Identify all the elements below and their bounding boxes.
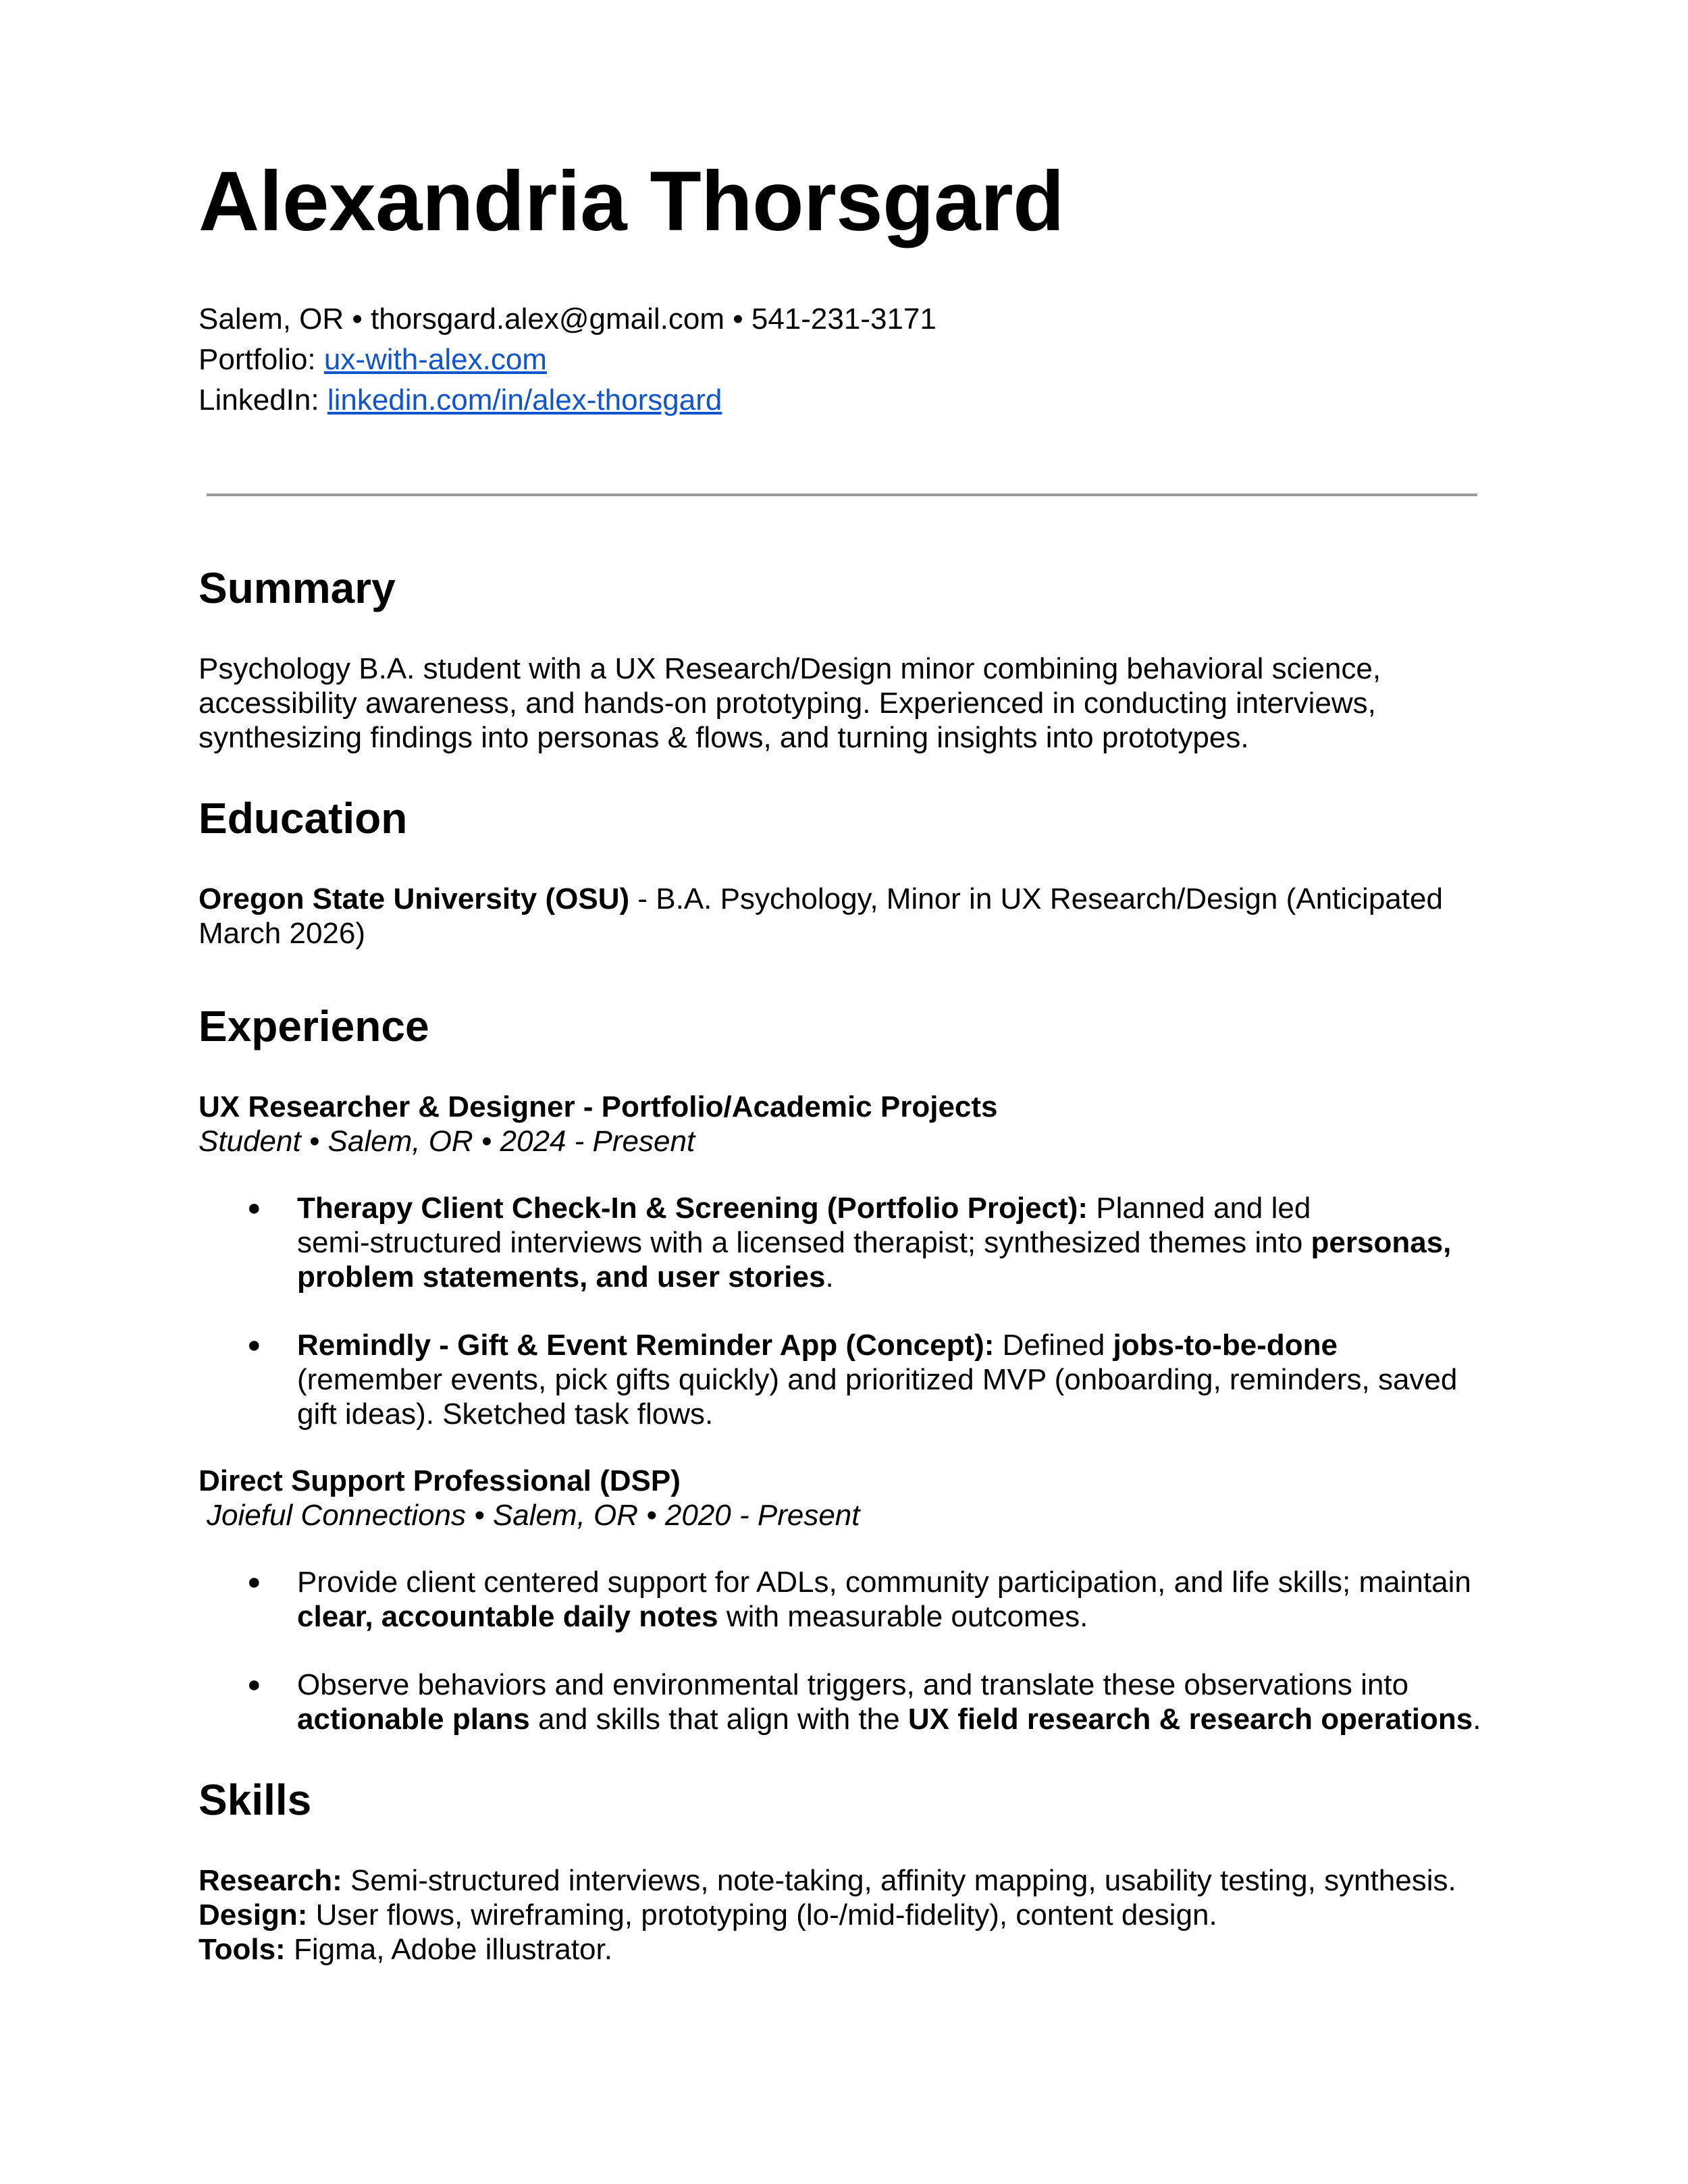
bullet-text: Defined — [994, 1329, 1113, 1362]
bullet-icon: ● — [247, 1569, 261, 1595]
summary-text: Psychology B.A. student with a UX Research/Design minor combining behavioral science, accessibility awareness, and hands‑on prototyping. Experienced in conducting interviews, synthesizing findings into personas & flows, and turning insights into prototypes. — [199, 652, 1381, 754]
role-title: Direct Support Professional (DSP) — [199, 1464, 681, 1497]
education-entry — [199, 882, 1485, 951]
skills-tools — [199, 1932, 1485, 1967]
portfolio-link[interactable]: ux-with-alex.com — [323, 343, 547, 376]
role-bullets — [199, 1191, 1485, 1431]
bullet-text: Provide client centered support for ADLs, community participation, and life skills; maintain — [297, 1566, 1471, 1599]
bullet-text: Observe behaviors and environmental triggers, and translate these observations into — [297, 1668, 1409, 1701]
bullet-text: and skills that align with the — [529, 1703, 908, 1736]
role-title: UX Researcher & Designer - Portfolio/Academic Projects — [199, 1090, 998, 1123]
degree-details: - B.A. Psychology, Minor in UX Research/Design (Anticipated March 2026) — [199, 882, 1443, 950]
role-dsp — [199, 1464, 1485, 1736]
bullet-text: Planned and led semi‑structured interviews with a licensed therapist; synthesized themes into — [297, 1192, 1311, 1259]
bullet-icon: ● — [247, 1332, 261, 1358]
linkedin-line — [199, 380, 1485, 421]
bullet-text: (remember events, pick gifts quickly) and prioritized MVP (onboarding, reminders, saved gift ideas). Sketched task flows. — [297, 1363, 1458, 1431]
education-heading: Education — [199, 794, 408, 843]
experience-heading: Experience — [199, 1002, 429, 1050]
bullet-bold-text: Remindly - Gift & Event Reminder App (Concept): — [297, 1329, 995, 1362]
bullet-bold-text: clear, accountable daily notes — [297, 1600, 718, 1633]
list-item — [199, 1328, 1485, 1431]
contact-info: Salem, OR • thorsgard.alex@gmail.com • 541-231-3171 — [199, 302, 937, 336]
linkedin-link[interactable]: linkedin.com/in/alex-thorsgard — [327, 383, 722, 417]
linkedin-label: LinkedIn: — [199, 383, 327, 417]
skills-text: User flows, wireframing, prototyping (lo‑/mid‑fidelity), content design. — [307, 1898, 1217, 1932]
portfolio-line — [199, 340, 1485, 380]
header-divider — [207, 494, 1477, 496]
skills-list — [199, 1863, 1485, 1967]
candidate-name: Alexandria Thorsgard — [199, 155, 1064, 248]
role-subtitle: Student • Salem, OR • 2024 - Present — [199, 1125, 695, 1158]
skills-label: Tools: — [199, 1933, 286, 1966]
school-name: Oregon State University (OSU) — [199, 882, 630, 915]
role-subtitle: Joieful Connections • Salem, OR • 2020 - Present — [207, 1499, 860, 1532]
skills-research — [199, 1863, 1485, 1898]
list-item — [199, 1191, 1485, 1294]
bullet-bold-text: UX field research & research operations — [907, 1703, 1473, 1736]
bullet-icon: ● — [247, 1672, 261, 1697]
skills-label: Design: — [199, 1898, 308, 1932]
bullet-bold-text: actionable plans — [297, 1703, 530, 1736]
skills-label: Research: — [199, 1864, 342, 1897]
role-bullets — [199, 1565, 1485, 1736]
bullet-bold-text: Therapy Client Check‑In & Screening (Portfolio Project): — [297, 1192, 1088, 1225]
summary-heading: Summary — [199, 564, 396, 612]
bullet-bold-text: jobs‑to‑be‑done — [1113, 1329, 1338, 1362]
skills-design — [199, 1898, 1485, 1932]
skills-text: Semi‑structured interviews, note‑taking, affinity mapping, usability testing, synthesis. — [342, 1864, 1456, 1897]
skills-text: Figma, Adobe illustrator. — [285, 1933, 612, 1966]
bullet-icon: ● — [247, 1195, 261, 1221]
bullet-text: with measurable outcomes. — [718, 1600, 1088, 1633]
skills-heading: Skills — [199, 1776, 312, 1824]
bullet-bold-text: personas, problem statements, and user stories — [297, 1226, 1452, 1294]
bullet-text: . — [825, 1260, 834, 1294]
role-ux-researcher — [199, 1090, 1485, 1431]
list-item — [199, 1668, 1485, 1736]
bullet-text: . — [1473, 1703, 1481, 1736]
list-item — [199, 1565, 1485, 1634]
portfolio-label: Portfolio: — [199, 343, 324, 376]
